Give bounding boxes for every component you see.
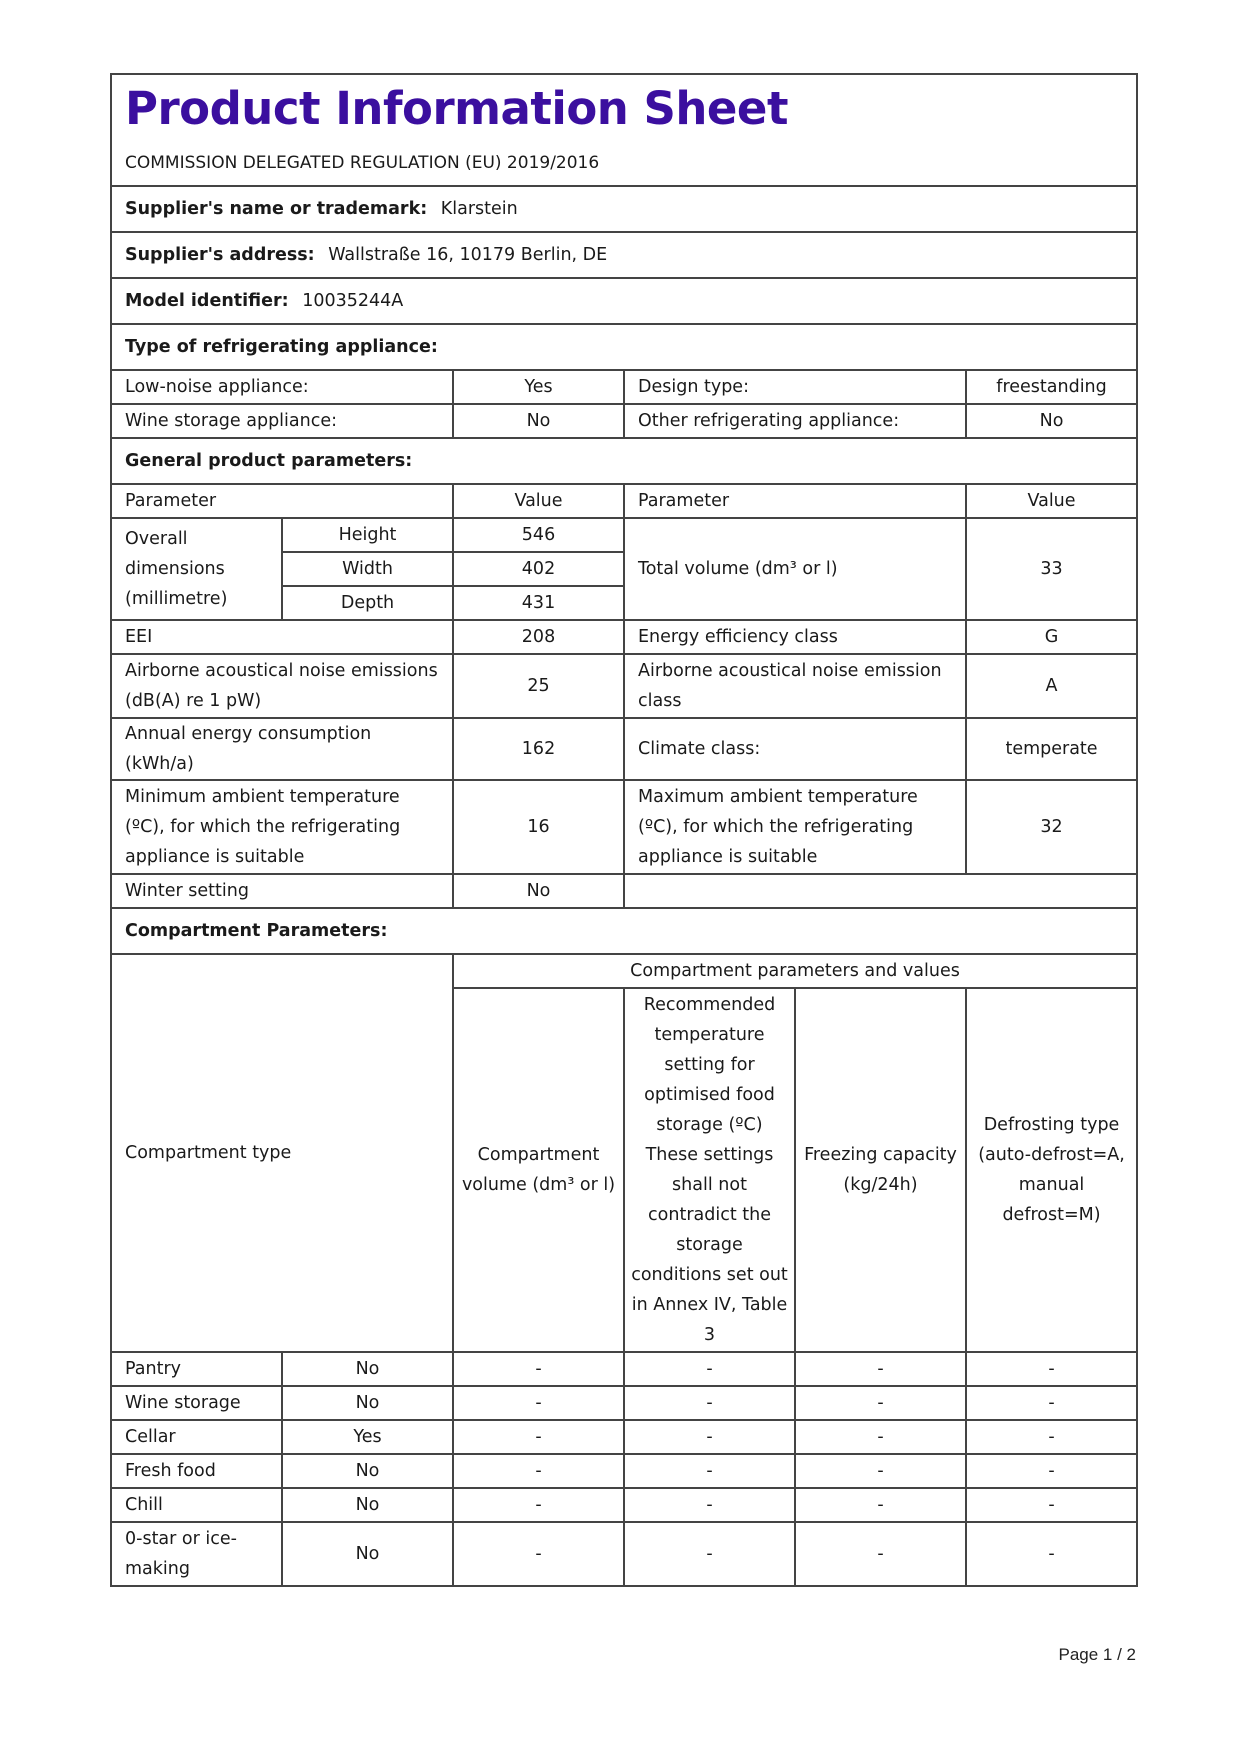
param-value: temperate xyxy=(966,718,1137,780)
param-value: 16 xyxy=(453,780,624,874)
supplier-name: Klarstein xyxy=(440,199,518,219)
supplier-address-row xyxy=(111,232,1137,278)
compartment-temperature: - xyxy=(624,1420,795,1454)
compartment-temperature: - xyxy=(624,1454,795,1488)
model-label: Model identifier: xyxy=(125,291,289,311)
page-number: Page 1 / 2 xyxy=(1058,1645,1136,1664)
compartment-present: No xyxy=(282,1488,453,1522)
type-label: Design type: xyxy=(624,370,966,404)
supplier-name-label: Supplier's name or trademark: xyxy=(125,199,428,219)
type-label: Low-noise appliance: xyxy=(111,370,453,404)
compartment-present: Yes xyxy=(282,1420,453,1454)
param-value: 25 xyxy=(453,654,624,718)
param-label: Airborne acoustical noise emission class xyxy=(624,654,966,718)
parameter-header: Parameter xyxy=(624,484,966,518)
param-value: A xyxy=(966,654,1137,718)
compartment-volume: - xyxy=(453,1488,624,1522)
compartment-temperature: - xyxy=(624,1352,795,1386)
param-label: Maximum ambient temperature (ºC), for which the refrigerating appliance is suitable xyxy=(624,780,966,874)
compartment-defrost: - xyxy=(966,1386,1137,1420)
param-label: Minimum ambient temperature (ºC), for which the refrigerating appliance is suitable xyxy=(111,780,453,874)
compartment-volume-header: Compartment volume (dm³ or l) xyxy=(453,988,624,1352)
type-value: No xyxy=(966,404,1137,438)
compartment-present: No xyxy=(282,1386,453,1420)
compartment-freezing: - xyxy=(795,1488,966,1522)
empty-cell xyxy=(624,874,1137,908)
compartment-freezing: - xyxy=(795,1352,966,1386)
page-title: Product Information Sheet xyxy=(125,82,788,135)
model-row xyxy=(111,278,1137,324)
compartment-section-heading: Compartment Parameters: xyxy=(111,908,1137,954)
compartment-defrost: - xyxy=(966,1420,1137,1454)
param-value: 32 xyxy=(966,780,1137,874)
param-label: Annual energy consumption (kWh/a) xyxy=(111,718,453,780)
compartment-volume: - xyxy=(453,1522,624,1586)
compartment-defrost: - xyxy=(966,1352,1137,1386)
compartment-present: No xyxy=(282,1522,453,1586)
parameter-header: Parameter xyxy=(111,484,453,518)
width-label: Width xyxy=(282,552,453,586)
recommended-temperature-header: Recommended temperature setting for optimised food storage (ºC) These settings shall not contradict the storage conditions set out in Annex IV, Table 3 xyxy=(624,988,795,1352)
total-volume-value: 33 xyxy=(966,518,1137,620)
compartment-name: Pantry xyxy=(111,1352,282,1386)
compartment-temperature: - xyxy=(624,1522,795,1586)
compartment-type-header: Compartment type xyxy=(111,954,453,1352)
param-label: Climate class: xyxy=(624,718,966,780)
compartment-defrost: - xyxy=(966,1522,1137,1586)
compartment-defrost: - xyxy=(966,1488,1137,1522)
compartment-defrost: - xyxy=(966,1454,1137,1488)
general-section-heading: General product parameters: xyxy=(111,438,1137,484)
compartment-freezing: - xyxy=(795,1420,966,1454)
param-value: 208 xyxy=(453,620,624,654)
compartment-present: No xyxy=(282,1454,453,1488)
dimensions-label: Overall dimensions (millimetre) xyxy=(111,518,282,620)
depth-value: 431 xyxy=(453,586,624,620)
param-label: Airborne acoustical noise emissions (dB(A) re 1 pW) xyxy=(111,654,453,718)
type-section-heading: Type of refrigerating appliance: xyxy=(111,324,1137,370)
type-value: freestanding xyxy=(966,370,1137,404)
title-cell xyxy=(111,74,1137,186)
compartment-present: No xyxy=(282,1352,453,1386)
compartment-name: 0-star or ice-making xyxy=(111,1522,282,1586)
compartment-volume: - xyxy=(453,1454,624,1488)
freezing-capacity-header: Freezing capacity (kg/24h) xyxy=(795,988,966,1352)
compartment-temperature: - xyxy=(624,1386,795,1420)
type-value: No xyxy=(453,404,624,438)
compartment-temperature: - xyxy=(624,1488,795,1522)
param-label: EEI xyxy=(111,620,453,654)
value-header: Value xyxy=(966,484,1137,518)
compartment-volume: - xyxy=(453,1420,624,1454)
regulation-text: COMMISSION DELEGATED REGULATION (EU) 2019/2016 xyxy=(125,153,600,173)
supplier-address: Wallstraße 16, 10179 Berlin, DE xyxy=(328,245,608,265)
depth-label: Depth xyxy=(282,586,453,620)
compartment-name: Chill xyxy=(111,1488,282,1522)
compartment-freezing: - xyxy=(795,1386,966,1420)
type-value: Yes xyxy=(453,370,624,404)
model-identifier: 10035244A xyxy=(302,291,404,311)
height-value: 546 xyxy=(453,518,624,552)
winter-setting-value: No xyxy=(453,874,624,908)
param-value: G xyxy=(966,620,1137,654)
compartment-name: Cellar xyxy=(111,1420,282,1454)
compartment-name: Wine storage xyxy=(111,1386,282,1420)
supplier-address-label: Supplier's address: xyxy=(125,245,315,265)
height-label: Height xyxy=(282,518,453,552)
defrosting-type-header: Defrosting type (auto-defrost=A, manual defrost=M) xyxy=(966,988,1137,1352)
value-header: Value xyxy=(453,484,624,518)
compartment-freezing: - xyxy=(795,1454,966,1488)
compartment-volume: - xyxy=(453,1386,624,1420)
compartment-volume: - xyxy=(453,1352,624,1386)
type-label: Wine storage appliance: xyxy=(111,404,453,438)
total-volume-label: Total volume (dm³ or l) xyxy=(624,518,966,620)
width-value: 402 xyxy=(453,552,624,586)
winter-setting-label: Winter setting xyxy=(111,874,453,908)
param-value: 162 xyxy=(453,718,624,780)
type-label: Other refrigerating appliance: xyxy=(624,404,966,438)
compartment-group-header: Compartment parameters and values xyxy=(453,954,1137,988)
supplier-name-row xyxy=(111,186,1137,232)
param-label: Energy efficiency class xyxy=(624,620,966,654)
product-information-table xyxy=(110,73,1138,1587)
compartment-freezing: - xyxy=(795,1522,966,1586)
compartment-name: Fresh food xyxy=(111,1454,282,1488)
